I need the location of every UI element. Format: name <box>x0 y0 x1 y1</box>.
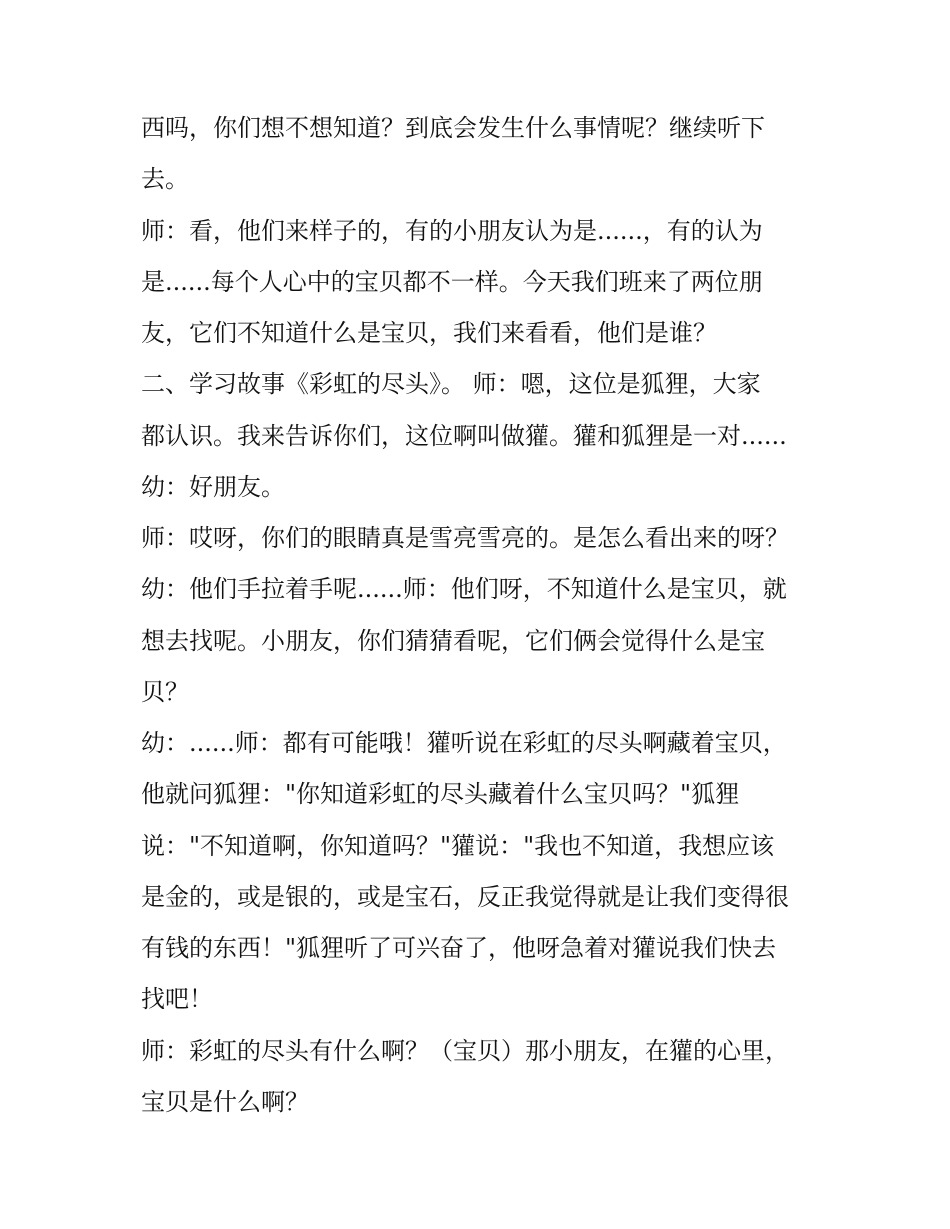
text-line: 师：哎呀，你们的眼睛真是雪亮雪亮的。是怎么看出来的呀？ <box>141 524 789 552</box>
text-line: 师：看，他们来样子的，有的小朋友认为是......，有的认为 <box>141 217 763 245</box>
text-line: 说："不知道啊，你知道吗？"獾说："我也不知道，我想应该 <box>141 832 775 860</box>
text-line: 西吗，你们想不想知道？到底会发生什么事情呢？继续听下 <box>141 114 765 142</box>
text-line: 都认识。我来告诉你们，这位啊叫做獾。獾和狐狸是一对...... <box>141 422 787 450</box>
text-line: 师：彩虹的尽头有什么啊？（宝贝）那小朋友，在獾的心里， <box>141 1037 789 1065</box>
text-line: 找吧！ <box>141 985 213 1013</box>
section-heading-line: 二、学习故事《彩虹的尽头》。 师：嗯，这位是狐狸，大家 <box>141 370 761 398</box>
text-line: 是金的，或是银的，或是宝石，反正我觉得就是让我们变得很 <box>141 883 789 911</box>
text-line: 是......每个人心中的宝贝都不一样。今天我们班来了两位朋 <box>141 268 763 296</box>
text-line: 想去找呢。小朋友，你们猜猜看呢，它们俩会觉得什么是宝 <box>141 627 765 655</box>
text-line: 友，它们不知道什么是宝贝，我们来看看，他们是谁？ <box>141 319 717 347</box>
text-line: 去。 <box>141 165 189 193</box>
text-line: 幼：......师：都有可能哦！獾听说在彩虹的尽头啊藏着宝贝， <box>141 729 787 757</box>
text-line: 幼：好朋友。 <box>141 473 285 501</box>
text-line: 贝？ <box>141 678 189 706</box>
text-line: 有钱的东西！"狐狸听了可兴奋了，他呀急着对獾说我们快去 <box>141 934 777 962</box>
text-line: 宝贝是什么啊？ <box>141 1088 309 1116</box>
text-line: 他就问狐狸："你知道彩虹的尽头藏着什么宝贝吗？"狐狸 <box>141 780 740 808</box>
text-line: 幼：他们手拉着手呢......师：他们呀，不知道什么是宝贝，就 <box>141 575 787 603</box>
